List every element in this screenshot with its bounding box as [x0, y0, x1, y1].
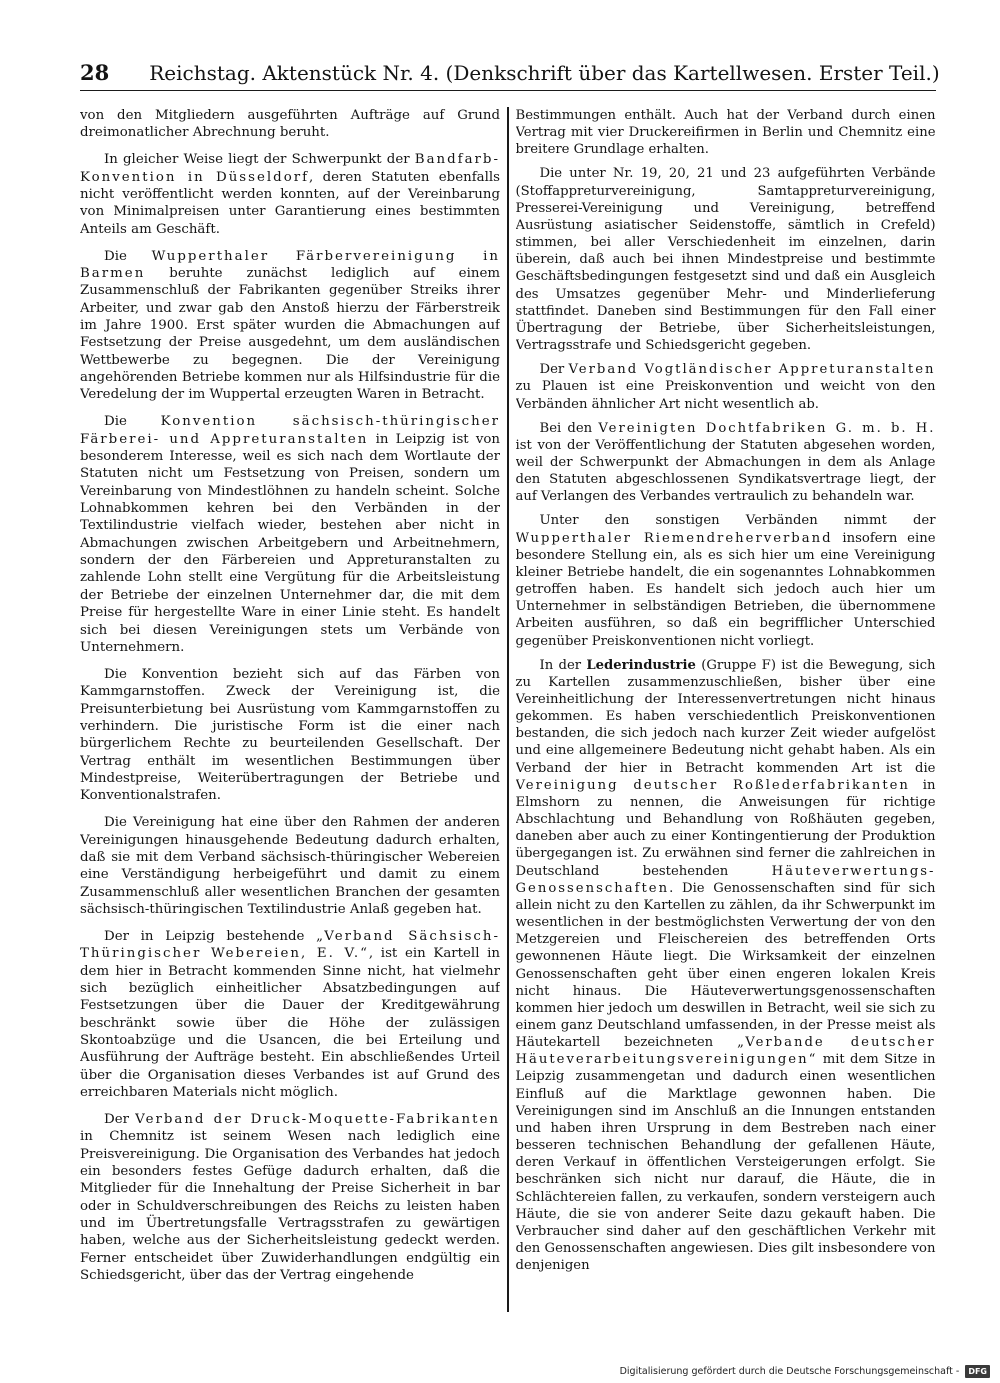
paragraph [516, 361, 936, 412]
text-run: Unter den sonstigen Verbänden nimmt der [539, 513, 936, 529]
text-run: zu Plauen ist eine Preiskonvention und weicht von den Verbänden ähnlicher Art nicht wesentlich ab. [515, 379, 936, 412]
paragraph [80, 151, 500, 238]
page-header [80, 58, 940, 91]
dfg-logo-icon: DFG [965, 1365, 990, 1378]
paragraph [80, 928, 500, 1102]
page-number: 28 [80, 60, 110, 85]
spaced-emphasis: „Verbande deutscher Häuteverarbeitungsvereinigungen“ [515, 1035, 936, 1068]
text-run: Die Konvention bezieht sich auf das Färben von Kammgarnstoffen. Zweck der Vereinigung ist, die Preisunterbietung bei Ausrüstung vom Kammgarnstoffen zu verhindern. Die juristische Form ist die einer nach bürgerlichem Rechte zu beurteilenden Gesellschaft. Der Vertrag enthält im wesentlichen Bestimmungen über Mindestpreise, Weiterübertragungen der Betriebe und Konventionalstrafen. [80, 666, 500, 804]
text-run: (Gruppe F) ist die Bewegung, sich zu Kartellen zusammenzuschließen, bisher über eine Vereinheitlichung der Interessenvertretungen nicht hinaus gekommen. Es haben verschiedentlich Preiskonventionen bestanden, die sich jedoch nach kurzer Zeit wieder aufgelöst und eine allgemeinere Bedeutung nicht gehabt haben. Als ein Verband der hier in Betracht kommenden Art ist die [515, 657, 936, 776]
text-run: beruhte zunächst lediglich auf einem Zusammenschluß der Fabrikanten gegenüber Streiks ihrer Arbeiter, und zwar gab den Anstoß hierzu der Färberstreik im Jahre 1900. Erst später wurden die Abmachungen auf Festsetzung der Preise ausgedehnt, um dem ausländischen Wettbewerbe zu begegnen. Die der Vereinigung angehörenden Betriebe kommen nur als Hilfsindustrie für die Veredelung der im Wuppertal erzeugten Waren in Betracht. [80, 265, 500, 403]
spaced-emphasis: Konvention sächsisch-thüringischer Färberei- und Appreturanstalten [80, 414, 500, 447]
text-run: Bei den [539, 420, 599, 436]
spaced-emphasis: Verband Vogtländischer Appreturanstalten [568, 362, 936, 378]
paragraph [80, 413, 500, 656]
text-run: . Die Genossenschaften sind für sich allein nicht zu den Kartellen zu zählen, da ihr Schwerpunkt im wesentlichen in der bestmöglichsten Verwertung der von den Metzgereien und Fleischereien des betreffenden Orts gewonnenen Häute liegt. Die Wirksamkeit der einzelnen Genossenschaften geht über einen engeren lokalen Kreis nicht hinaus. Die Häuteverwertungsgenossenschaften kommen hier jedoch um deswillen in Betracht, weil sie sich zu einem ganz Deutschland umfassenden, in der Presse meist als Häutekartell bezeichneten [515, 880, 936, 1051]
paragraph [80, 248, 500, 404]
paragraph [516, 420, 936, 506]
text-run: Die unter Nr. 19, 20, 21 und 23 aufgeführten Verbände (Stoffappreturvereinigung, Samtappreturvereinigung, Presserei-Vereinigung und Vereinigung, betreffend Ausrüstung asiatischer Seidenstoffe, sämtlich in Crefeld) stimmen, bei aller Verschiedenheit im einzelnen, darin überein, daß auch bei ihnen Mindestpreise und bestimmte Geschäftsbedingungen festgesetzt sind und daß ein Ausgleich des Umsatzes gegenüber Mehr- und Minderlieferung stattfindet. Daneben sind Bestimmungen für den Fall einer Übertragung der Betriebe, über Sicherheitsleistungen, Vertragsstrafe und Schiedsgericht gegeben. [515, 166, 936, 354]
right-column [516, 107, 936, 1312]
column-divider [507, 107, 509, 1312]
text-run: Die [104, 248, 152, 264]
text-run: von den Mitgliedern ausgeführten Aufträge auf Grund dreimonatlicher Abrechnung beruht. [80, 108, 500, 141]
paragraph [80, 107, 500, 142]
text-run: Die Vereinigung hat eine über den Rahmen der anderen Vereinigungen hinausgehende Bedeutung dadurch erhalten, daß sie mit dem Verband sächsisch-thüringischer Webereien eine Verständigung herbeigeführt und damit zu einem Zusammenschluß aller wesentlichen Branchen der gesamten sächsisch-thüringischen Textilindustrie Anlaß gegeben hat. [80, 815, 500, 917]
text-columns [80, 107, 936, 1312]
spaced-emphasis: Bandfarb-Konvention in Düsseldorf [80, 152, 500, 185]
running-title: Reichstag. Aktenstück Nr. 4. (Denkschrift über das Kartellwesen. Erster Teil.) [149, 61, 940, 85]
spaced-emphasis: Häuteverwertungs-Genossenschaften [515, 863, 936, 896]
spaced-emphasis: Vereinigung deutscher Roßlederfabrikanten [515, 777, 910, 793]
paragraph [516, 512, 936, 649]
text-run: , deren Statuten ebenfalls nicht veröffentlicht werden konnten, auf der Vereinbarung von Minimalpreisen unter Garantierung eines bestimmten Anteils am Geschäft. [80, 169, 500, 237]
credit-text: Digitalisierung gefördert durch die Deutsche Forschungsgemeinschaft - [619, 1365, 960, 1377]
text-run: , ist ein Kartell in dem hier in Betracht kommenden Sinne nicht, hat vielmehr sich bezüglich einheitlicher Absatzbedingungen auf Festsetzungen über die Dauer der Kreditgewährung beschränkt sowie über die Höhe der zulässigen Skontoabzüge und die Usancen, die bei Erteilung und Ausführung der Aufträge besteht. Ein abschließendes Urteil über die Organisation dieses Verbandes ist auf Grund des erreichbaren Materials nicht möglich. [80, 946, 500, 1101]
paragraph [80, 814, 500, 918]
paragraph [516, 657, 936, 1275]
paragraph [516, 107, 936, 158]
spaced-emphasis: Wupperthaler Riemendreherverband [515, 530, 833, 546]
text-run: Der in Leipzig bestehende [104, 928, 317, 944]
text-run: mit dem Sitze in Leipzig zusammengetan und dadurch einen wesentlichen Einfluß auf die Marktlage gewonnen haben. Die Vereinigungen sind im Anschluß an die Innungen entstanden und haben ihren Ursprung in dem Bestreben nach einer besseren technischen Behandlung der gefallenen Häute, deren Verkauf in öffentlichen Versteigerungen erfolgt. Sie beschränken sich nicht nur darauf, die Häute, die in Schlächtereien fallen, zu verkaufen, sondern versteigern auch Häute, die sie von anderer Seite dazu gekauft haben. Die Verbraucher sind daher auf den geschäftlichen Verkehr mit den Genossenschaften angewiesen. Dies gilt insbesondere von denjenigen [515, 1052, 936, 1274]
text-run: In gleicher Weise liegt der Schwerpunkt der [104, 152, 415, 168]
paragraph [516, 165, 936, 354]
text-run: in Elmshorn zu nennen, die Anweisungen für richtige Abschlachtung und Behandlung von Roßhäuten gegeben, daneben aber auch zu einer Kontingentierung der Produktion übergegangen ist. Zu erwähnen sind ferner die zahlreichen in Deutschland bestehenden [515, 777, 936, 879]
spaced-emphasis: Verband der Druck-Moquette-Fabrikanten [135, 1111, 500, 1127]
text-run: in Chemnitz ist seinem Wesen nach lediglich eine Preisvereinigung. Die Organisation des Verbandes hat jedoch ein besonders festes Gefüge dadurch erhalten, daß die Mitglieder für die Innehaltung der Preise Sicherheit in bar oder in Schuldverschreibungen des Reichs zu leisten haben und im Übertretungsfalle Vertragsstrafen zu gewärtigen haben, welche aus der Sicherheitsleistung gedeckt werden. Ferner entscheidet über Zuwiderhandlungen endgültig ein Schiedsgericht, über das der Vertrag eingehende [80, 1129, 500, 1284]
text-run: Der [539, 362, 569, 378]
spaced-emphasis: „Verband Sächsisch-Thüringischer Webereien, E. V.“ [80, 928, 500, 962]
left-column [80, 107, 500, 1312]
text-run: Die [104, 414, 161, 430]
text-run: ist von der Veröffentlichung der Statuten abgesehen worden, weil der Schwerpunkt der Abmachungen in dem als Anlage den Statuten abgeschlossenen Syndikatsvertrage liegt, der auf Verlangen des Verbandes vertraulich zu behandeln war. [515, 437, 936, 505]
text-run: Bestimmungen enthält. Auch hat der Verband durch einen Vertrag mit vier Druckereifirmen in Berlin und Chemnitz eine breitere Grundlage erhalten. [515, 108, 936, 158]
text-run: in Leipzig ist von besonderem Interesse, weil es sich nach dem Wortlaute der Statuten nicht um Festsetzung von Preisen, sondern um Vereinbarung von Mindestlöhnen zu handeln scheint. Solche Lohnabkommen kehren bei den Verbänden in der Textilindustrie vielfach wieder, bestehen aber nicht in Abmachungen zwischen Arbeitgebern und Arbeitnehmern, sondern der den Färbereien und Appreturanstalten zu zahlende Lohn stellt eine Vergütung für die Arbeitsleistung der Betriebe der einzelnen Unternehmer dar, die mit dem Preise für hergestellte Ware in einer Linie steht. Es handelt sich bei diesen Vereinigungen stets um Verbände von Unternehmern. [80, 431, 500, 655]
text-run: insofern eine besondere Stellung ein, als es sich hier um eine Vereinigung kleiner Betriebe handelt, die ein sogenanntes Lohnabkommen getroffen haben. Es handelt sich jedoch auch hier um Unternehmer in selbständigen Betrieben, die übernommene Arbeiten ausführen, so daß ein begrifflicher Unterschied gegenüber Preiskonventionen nicht vorliegt. [515, 530, 936, 649]
digitization-credit [560, 1363, 990, 1379]
paragraph [80, 666, 500, 805]
spaced-emphasis: Vereinigten Dochtfabriken G. m. b. H. [598, 420, 936, 436]
spaced-emphasis: Wupperthaler Färbervereinigung in Barmen [80, 248, 500, 281]
paragraph [80, 1111, 500, 1285]
bold-emphasis: Lederindustrie [586, 657, 696, 673]
text-run: In der [539, 657, 587, 673]
text-run: Der [104, 1111, 136, 1127]
